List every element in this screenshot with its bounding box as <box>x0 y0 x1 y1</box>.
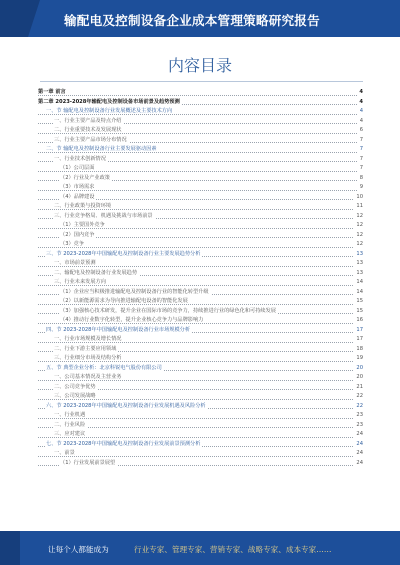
toc-entry[interactable] <box>38 364 363 374</box>
toc-entry-page: 22 <box>354 392 363 402</box>
toc-entry-title: 三、行业细分市场及结构分析 <box>54 355 122 361</box>
toc-entry-page: 6 <box>358 126 363 136</box>
toc-divider <box>40 81 363 82</box>
toc-entry-page: 16 <box>354 316 363 326</box>
toc-entry-page: 24 <box>354 449 363 459</box>
toc-entry-page: 4 <box>358 107 363 117</box>
toc-entry[interactable] <box>38 269 363 279</box>
toc-entry[interactable] <box>38 98 363 108</box>
toc-entry-title: 三、行业主要产品市场分布情况 <box>54 136 127 143</box>
footer-accent-bar <box>0 531 20 565</box>
toc-entry-page: 14 <box>354 278 363 288</box>
toc-entry[interactable] <box>38 430 363 440</box>
toc-entry-page: 12 <box>354 231 363 241</box>
toc-dot-leader <box>38 95 357 96</box>
toc-entry-page: 23 <box>354 411 363 421</box>
toc-entry-title: 一、前景 <box>54 450 75 456</box>
toc-entry-title: （1）行业发展前景展望 <box>60 459 116 466</box>
toc-entry-title: 一、行业机遇 <box>54 412 86 418</box>
report-footer <box>0 531 400 565</box>
toc-entry-title: 二、行业政策与投资环境 <box>54 203 112 209</box>
footer-tags: 行业专家、管理专家、营销专家、战略专家、成本专家…… <box>134 545 332 554</box>
toc-entry-page: 24 <box>354 459 363 469</box>
toc-entry[interactable] <box>38 307 363 317</box>
toc-entry-page: 17 <box>354 326 363 336</box>
toc-entry-title: （2）行业及产业政策 <box>60 174 110 181</box>
toc-entry[interactable] <box>38 155 363 165</box>
toc-entry[interactable] <box>38 145 363 155</box>
toc-entry-page: 4 <box>357 98 363 108</box>
toc-entry[interactable] <box>38 250 363 260</box>
toc-entry-title: （1）公司层面 <box>60 165 95 171</box>
toc-entry-title: 第一章 前言 <box>38 89 66 95</box>
toc-entry[interactable] <box>38 316 363 326</box>
toc-entry-title: （1）主要国外竞争 <box>60 222 105 228</box>
toc-entry-title: 一、行业主要产品及特点介绍 <box>54 117 122 124</box>
toc-entry-page: 18 <box>354 345 363 355</box>
toc-entry-title: 二、行业下游主要应用领域 <box>54 345 117 352</box>
toc-entry[interactable] <box>38 440 363 450</box>
toc-entry-title: 五、节 典型企业分析：北京科锐电气股份有限公司 <box>46 364 162 371</box>
toc-entry[interactable] <box>38 88 363 98</box>
toc-entry-page: 24 <box>354 440 363 450</box>
toc-entry[interactable] <box>38 335 363 345</box>
toc-entry[interactable] <box>38 212 363 222</box>
toc-entry[interactable] <box>38 278 363 288</box>
report-title: 输配电及控制设备企业成本管理策略研究报告 <box>64 13 320 28</box>
toc-entry-title: 二、行业风险 <box>54 421 86 428</box>
toc-dot-leader <box>38 456 357 457</box>
toc-entry[interactable] <box>38 202 363 212</box>
toc-entry-page: 15 <box>354 307 363 317</box>
toc-entry-page: 11 <box>354 202 363 212</box>
toc-entry-page: 19 <box>354 354 363 364</box>
toc-entry-title: 一、公司基本情况及主营业务 <box>54 374 122 380</box>
header-accent-bar <box>0 0 28 37</box>
toc-entry-title: 二、输配电及控制设备行业发展趋势 <box>54 269 138 276</box>
toc-entry-title: 三、公司发展战略 <box>54 393 96 399</box>
footer-slogan: 让每个人都能成为 <box>48 545 109 554</box>
toc-entry[interactable] <box>38 354 363 364</box>
toc-entry[interactable] <box>38 231 363 241</box>
toc-entry[interactable] <box>38 259 363 269</box>
toc-entry-title: 二、公司竞争优势 <box>54 383 96 390</box>
toc-entry-page: 7 <box>358 155 363 165</box>
toc-entry-title: （3）加强核心技术研发，提升企业在国际市场的竞争力，持续推进行业的绿色化和可持续发展 <box>60 307 276 314</box>
toc-entry-title: 一、行业市场规模及增长情况 <box>54 336 122 342</box>
toc-entry-title: 六、节 2023-2028年中国输配电及控制设备行业发展机遇及风险分析 <box>46 402 206 409</box>
toc-entry[interactable] <box>38 174 363 184</box>
toc-entry-title: 四、节 2023-2028年中国输配电及控制设备行业市场规模分析 <box>46 326 191 333</box>
toc-entry-page: 22 <box>354 402 363 412</box>
toc-entry[interactable] <box>38 126 363 136</box>
toc-entry-page: 4 <box>357 88 363 98</box>
toc-entry-page: 13 <box>354 259 363 269</box>
toc-entry-title: （4）推动行业数字化转型，提升企业核心竞争力与品牌影响力 <box>60 317 204 323</box>
toc-entry-page: 24 <box>354 430 363 440</box>
toc-entry-page: 8 <box>358 174 363 184</box>
table-of-contents <box>38 88 363 468</box>
toc-entry[interactable] <box>38 297 363 307</box>
toc-entry-page: 7 <box>358 136 363 146</box>
toc-entry-page: 9 <box>358 183 363 193</box>
toc-entry-page: 17 <box>354 335 363 345</box>
toc-entry[interactable] <box>38 392 363 402</box>
toc-entry[interactable] <box>38 449 363 459</box>
toc-entry[interactable] <box>38 164 363 174</box>
toc-entry-title: （3）竞争 <box>60 241 85 247</box>
toc-entry[interactable] <box>38 326 363 336</box>
toc-entry-title: 一、节 输配电及控制设备行业发展概述及主要技术方向 <box>46 108 173 114</box>
report-header <box>0 0 400 37</box>
toc-entry-page: 12 <box>354 212 363 222</box>
toc-heading: 内容目录 <box>167 56 232 75</box>
toc-entry-title: 一、市场前景预测 <box>54 260 96 266</box>
toc-entry[interactable] <box>38 373 363 383</box>
toc-entry-page: 15 <box>354 297 363 307</box>
toc-entry[interactable] <box>38 117 363 127</box>
toc-entry[interactable] <box>38 459 363 469</box>
toc-entry-title: （1）企业应当积极推进输配电及控制设备行业的智能化转型升级 <box>60 288 209 295</box>
toc-entry[interactable] <box>38 421 363 431</box>
toc-entry-page: 7 <box>358 145 363 155</box>
toc-entry[interactable] <box>38 136 363 146</box>
toc-entry-title: （4）品牌建设 <box>60 193 95 200</box>
toc-entry-title: 三、行业未来发展方向 <box>54 279 106 285</box>
toc-entry-page: 21 <box>354 383 363 393</box>
toc-entry-page: 7 <box>358 164 363 174</box>
toc-entry-page: 13 <box>354 250 363 260</box>
toc-entry[interactable] <box>38 411 363 421</box>
toc-entry-title: 三、行业竞争格局、机遇及挑战与市场前景 <box>54 212 153 219</box>
toc-entry-title: （2）以新能源需求为导向推进输配电设备的智能化发展 <box>60 298 188 304</box>
toc-entry-title: 七、节 2023-2028年中国输配电及控制设备行业发展前景预测分析 <box>46 440 201 447</box>
toc-entry-page: 12 <box>354 221 363 231</box>
toc-entry[interactable] <box>38 193 363 203</box>
toc-entry-title: 二、行业重要技术及发展现状 <box>54 127 122 133</box>
toc-entry-title: 三、节 2023-2028年中国输配电及控制设备行业主要发展趋势分析 <box>46 250 201 257</box>
toc-entry[interactable] <box>38 240 363 250</box>
toc-entry[interactable] <box>38 107 363 117</box>
toc-entry[interactable] <box>38 288 363 298</box>
toc-entry-page: 23 <box>354 421 363 431</box>
toc-entry-title: 第二章 2023-2028年输配电及控制设备市场前景及趋势预测 <box>38 98 180 105</box>
toc-entry-page: 4 <box>358 117 363 127</box>
toc-entry-page: 14 <box>354 288 363 298</box>
toc-entry-page: 20 <box>354 364 363 374</box>
toc-entry-title: （2）国内竞争 <box>60 231 95 238</box>
toc-entry[interactable] <box>38 221 363 231</box>
toc-entry-title: 一、行业技术创新情况 <box>54 155 106 162</box>
toc-entry-page: 12 <box>354 240 363 250</box>
toc-entry-page: 13 <box>354 269 363 279</box>
toc-entry-title: （3）市场需求 <box>60 184 95 190</box>
toc-entry[interactable] <box>38 183 363 193</box>
toc-entry-page: 10 <box>354 193 363 203</box>
toc-entry-title: 三、应对建议 <box>54 431 86 437</box>
header-accent-triangle <box>28 0 40 37</box>
toc-entry[interactable] <box>38 345 363 355</box>
toc-entry-page: 20 <box>354 373 363 383</box>
toc-entry-title: 二、节 输配电及控制设备行业主要发展驱动因素 <box>46 146 157 152</box>
toc-entry[interactable] <box>38 383 363 393</box>
toc-entry[interactable] <box>38 402 363 412</box>
